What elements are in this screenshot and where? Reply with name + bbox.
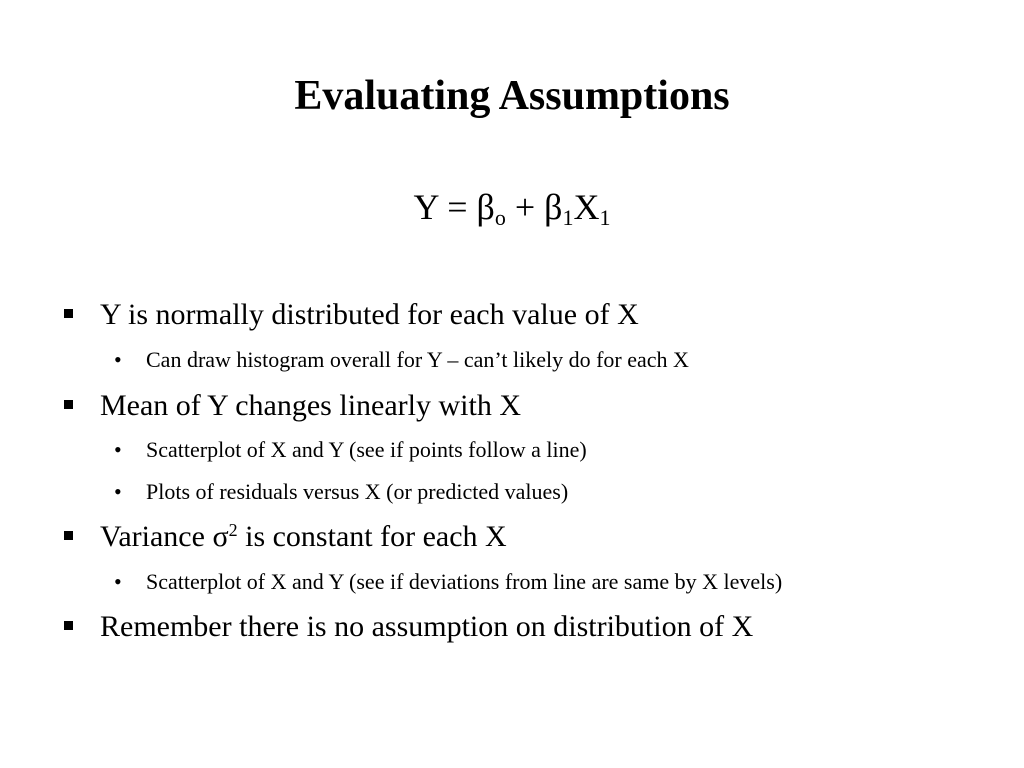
- sub-bullet-item: [114, 568, 783, 596]
- bullet-item: [100, 297, 639, 333]
- bullet-text: Mean of Y changes linearly with X: [100, 389, 521, 422]
- subscript-1-beta: 1: [562, 205, 574, 230]
- sub-bullet-item: [114, 478, 569, 506]
- square-bullet-icon: [64, 309, 73, 318]
- bullet-text: Remember there is no assumption on distribution of X: [100, 610, 754, 643]
- square-bullet-icon: [64, 400, 73, 409]
- bullet-text-post: is constant for each X: [237, 520, 507, 553]
- sigma-symbol: σ: [212, 520, 229, 553]
- equation-plus: +: [505, 187, 545, 227]
- beta-one: β: [544, 187, 563, 227]
- sub-bullet-text: Scatterplot of X and Y (see if deviations from line are same by X levels): [146, 569, 783, 594]
- round-bullet-icon: •: [114, 569, 122, 594]
- bullet-text-pre: Variance: [100, 520, 213, 553]
- square-bullet-icon: [64, 531, 73, 540]
- round-bullet-icon: •: [114, 347, 122, 372]
- sub-bullet-text: Scatterplot of X and Y (see if points follow a line): [146, 437, 587, 462]
- subscript-o: o: [494, 205, 506, 230]
- sub-bullet-text: Can draw histogram overall for Y – can’t likely do for each X: [146, 347, 689, 372]
- bullet-item: [100, 388, 521, 424]
- bullet-text: Y is normally distributed for each value of X: [100, 298, 639, 331]
- slide-title: Evaluating Assumptions: [294, 73, 730, 119]
- subscript-1-x: 1: [599, 205, 611, 230]
- bullet-item: [100, 519, 507, 555]
- sub-bullet-text: Plots of residuals versus X (or predicted values): [146, 479, 569, 504]
- sub-bullet-item: [114, 346, 689, 374]
- superscript-2: 2: [228, 520, 238, 540]
- round-bullet-icon: •: [114, 479, 122, 504]
- bullet-item: [100, 609, 753, 645]
- equation-lhs: Y =: [413, 187, 477, 227]
- sub-bullet-item: [114, 436, 587, 464]
- square-bullet-icon: [64, 621, 73, 630]
- round-bullet-icon: •: [114, 437, 122, 462]
- equation-x: X: [573, 187, 600, 227]
- beta-zero: β: [476, 187, 495, 227]
